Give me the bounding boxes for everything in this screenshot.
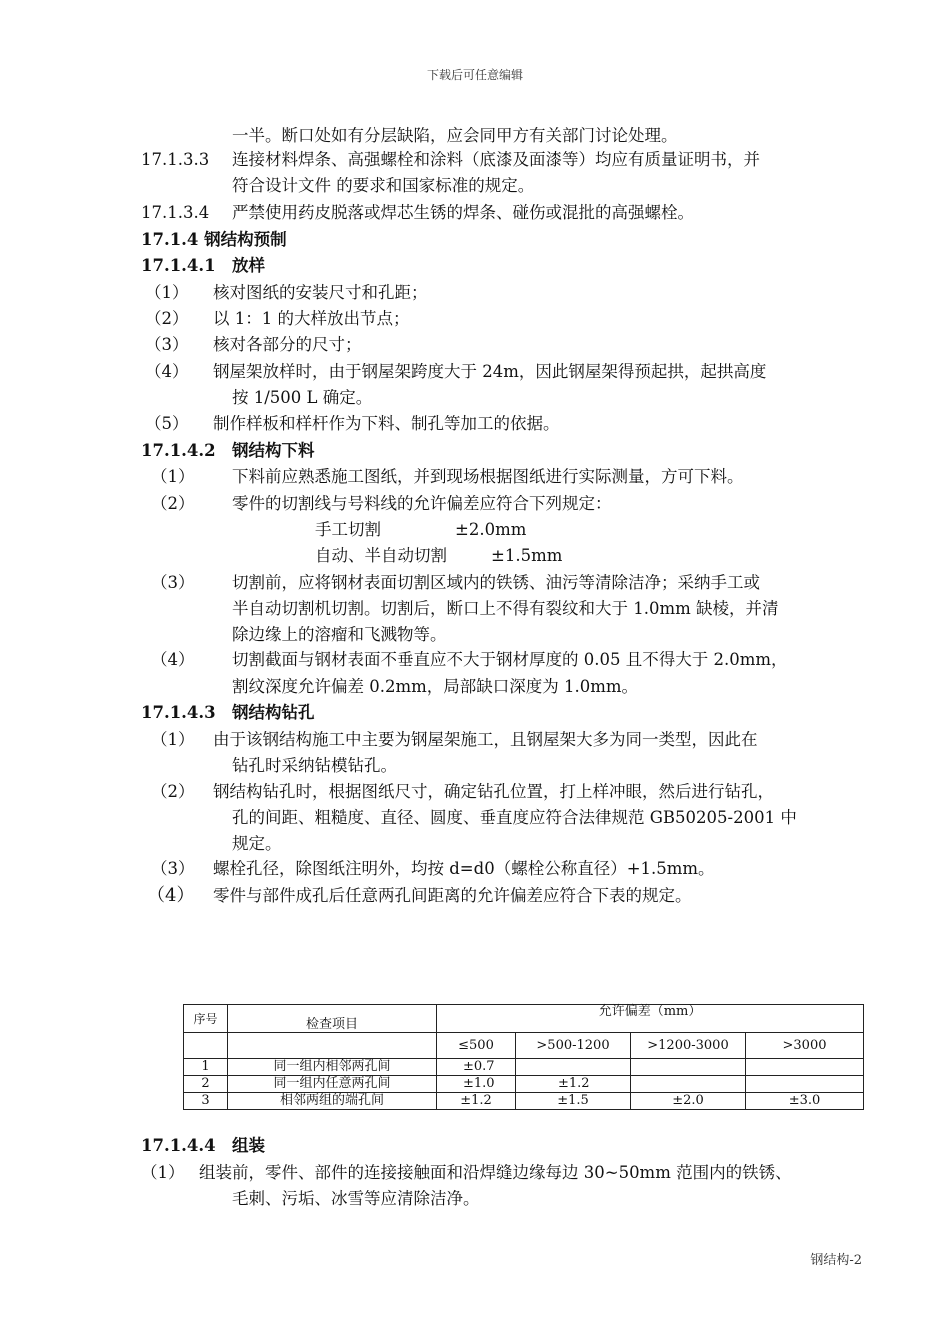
row-value: ±1.2	[437, 1093, 516, 1110]
page-footer: 钢结构-2	[810, 1253, 862, 1268]
text-line: 符合设计文件 的要求和国家标准的规定。	[232, 176, 535, 195]
item-number: （3）	[145, 335, 189, 354]
section-heading: 17.1.4 钢结构预制	[141, 230, 287, 249]
row-value	[631, 1076, 746, 1093]
cut-method: 自动、半自动切割	[315, 546, 447, 565]
text-line: 连接材料焊条、高强螺栓和涂料（底漆及面漆等）均应有质量证明书，并	[232, 150, 760, 169]
row-value	[631, 1059, 746, 1076]
text-line: 零件的切割线与号料线的允许偏差应符合下列规定：	[232, 494, 612, 513]
text-line: 组装前，零件、部件的连接接触面和沿焊缝边缘每边 30~50mm 范围内的铁锈、	[199, 1163, 792, 1182]
row-value: ±1.5	[516, 1093, 631, 1110]
clause-number: 17.1.3.4	[141, 203, 210, 222]
item-number: （2）	[151, 494, 195, 513]
text-line: 规定。	[232, 834, 282, 853]
item-number: （2）	[145, 309, 189, 328]
item-number: （4）	[145, 362, 189, 381]
table-range-row	[184, 1033, 864, 1059]
range-header: >500-1200	[516, 1033, 631, 1059]
text-line: 一半。断口处如有分层缺陷，应会同甲方有关部门讨论处理。	[232, 126, 678, 145]
text-line: 钢屋架放样时，由于钢屋架跨度大于 24m，因此钢屋架得预起拱，起拱高度	[213, 362, 767, 381]
item-number: （1）	[151, 467, 195, 486]
text-line: 钢结构钻孔时，根据图纸尺寸，确定钻孔位置，打上样冲眼，然后进行钻孔，	[213, 782, 774, 801]
table-row	[184, 1093, 864, 1110]
empty-cell	[184, 1033, 228, 1059]
row-item: 同一组内任意两孔间	[228, 1076, 437, 1093]
clause-number: 17.1.3.3	[141, 150, 210, 169]
text-line: 半自动切割机切割。切割后，断口上不得有裂纹和大于 1.0mm 缺棱，并清	[232, 599, 779, 618]
table-header-row	[184, 1005, 864, 1033]
row-seq: 2	[184, 1076, 228, 1093]
hole-tolerance-table	[183, 1004, 864, 1110]
text-line: 毛刺、污垢、冰雪等应清除洁净。	[232, 1189, 480, 1208]
page-header: 下载后可任意编辑	[426, 68, 523, 82]
cut-tolerance: ±1.5mm	[491, 546, 563, 565]
text-line: 除边缘上的溶瘤和飞溅物等。	[232, 625, 447, 644]
row-value	[746, 1076, 864, 1093]
text-line: 严禁使用药皮脱落或焊芯生锈的焊条、碰伤或混批的高强螺栓。	[232, 203, 694, 222]
item-number: （3）	[151, 573, 195, 592]
item-number: （1）	[151, 730, 195, 749]
header-item: 检查项目	[228, 1005, 437, 1033]
range-header: >1200-3000	[631, 1033, 746, 1059]
text-line: 制作样板和样杆作为下料、制孔等加工的依据。	[213, 414, 560, 433]
text-line: 核对各部分的尺寸；	[213, 335, 362, 354]
text-line: 下料前应熟悉施工图纸，并到现场根据图纸进行实际测量，方可下料。	[232, 467, 744, 486]
row-value: ±1.0	[437, 1076, 516, 1093]
row-seq: 1	[184, 1059, 228, 1076]
row-value: ±0.7	[437, 1059, 516, 1076]
text-line: 零件与部件成孔后任意两孔间距离的允许偏差应符合下表的规定。	[213, 886, 692, 905]
subsection-heading: 放样	[232, 256, 265, 275]
header-seq: 序号	[184, 1005, 228, 1033]
text-line: 钻孔时采纳钻模钻孔。	[232, 756, 397, 775]
text-line: 切割截面与钢材表面不垂直应不大于钢材厚度的 0.05 且不得大于 2.0mm，	[232, 650, 788, 669]
clause-number: 17.1.4.1	[141, 256, 216, 275]
item-number: （1）	[141, 1163, 185, 1182]
clause-number: 17.1.4.4	[141, 1136, 216, 1155]
row-value: ±3.0	[746, 1093, 864, 1110]
clause-number: 17.1.4.2	[141, 441, 216, 460]
text-line: 螺栓孔径，除图纸注明外，均按 d=d0（螺栓公称直径）+1.5mm。	[213, 859, 715, 878]
row-seq: 3	[184, 1093, 228, 1110]
range-header: >3000	[746, 1033, 864, 1059]
text-line: 由于该钢结构施工中主要为钢屋架施工，且钢屋架大多为同一类型，因此在	[213, 730, 758, 749]
item-number: （1）	[145, 283, 189, 302]
text-line: 以 1：1 的大样放出节点；	[213, 309, 410, 328]
row-value	[746, 1059, 864, 1076]
item-number: （2）	[151, 782, 195, 801]
text-line: 切割前，应将钢材表面切割区域内的铁锈、油污等清除洁净；采纳手工或	[232, 573, 760, 592]
row-item: 相邻两组的端孔间	[228, 1093, 437, 1110]
row-value: ±1.2	[516, 1076, 631, 1093]
item-number: （4）	[147, 885, 195, 906]
row-item: 同一组内相邻两孔间	[228, 1059, 437, 1076]
subsection-heading: 钢结构下料	[232, 441, 315, 460]
item-number: （4）	[151, 650, 195, 669]
table-row	[184, 1059, 864, 1076]
clause-number: 17.1.4.3	[141, 703, 216, 722]
text-line: 核对图纸的安装尺寸和孔距；	[213, 283, 428, 302]
cut-method: 手工切割	[315, 520, 381, 539]
range-header: ≤500	[437, 1033, 516, 1059]
subsection-heading: 组装	[232, 1136, 265, 1155]
subsection-heading: 钢结构钻孔	[232, 703, 315, 722]
item-number: （5）	[145, 414, 189, 433]
row-value: ±2.0	[631, 1093, 746, 1110]
cut-tolerance: ±2.0mm	[455, 520, 527, 539]
row-value	[516, 1059, 631, 1076]
text-line: 割纹深度允许偏差 0.2mm，局部缺口深度为 1.0mm。	[232, 677, 639, 696]
header-tolerance: 允许偏差（mm）	[437, 1005, 864, 1033]
text-line: 孔的间距、粗糙度、直径、圆度、垂直度应符合法律规范 GB50205-2001 中	[232, 808, 797, 827]
empty-cell	[228, 1033, 437, 1059]
table-row	[184, 1076, 864, 1093]
item-number: （3）	[151, 859, 195, 878]
text-line: 按 1/500 L 确定。	[232, 388, 373, 407]
